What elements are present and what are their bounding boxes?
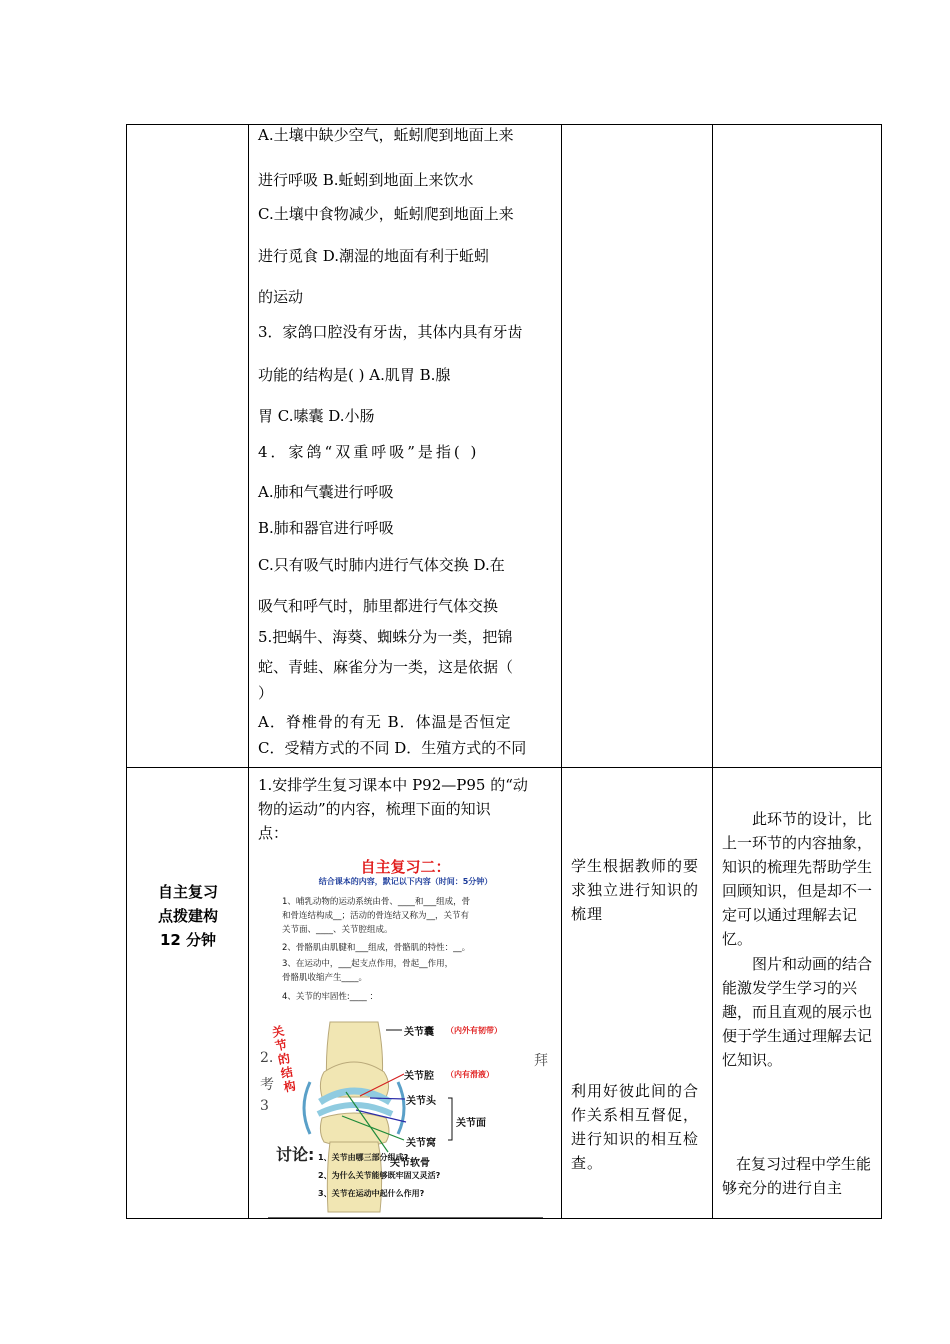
q4-option-a: A.肺和气囊进行呼吸 — [258, 483, 394, 501]
student-activity-2: 利用好彼此间的合作关系相互督促，进行知识的相互检查。 — [571, 1082, 700, 1172]
label-joint-cavity-note: （内有滑液） — [446, 1070, 494, 1079]
q4-stem: 4．家鸽“双重呼吸”是指( ) — [258, 443, 480, 461]
teacher-activity-line3: 点： — [258, 824, 289, 842]
q5-stem-end: ） — [258, 684, 274, 702]
teacher-activity-line2: 物的运动”的内容，梳理下面的知识 — [258, 800, 491, 818]
q5-stem-cont: 蛇、青蛙、麻雀分为一类，这是依据（ — [258, 658, 514, 676]
slide-bottom-border — [268, 1217, 543, 1218]
q2-option-c: C.土壤中食物减少，蚯蚓爬到地面上来 — [258, 205, 514, 223]
q2-option-c-cont: 进行觅食 D.潮湿的地面有利于蚯蚓 — [258, 247, 490, 265]
section-title — [128, 880, 248, 952]
table-col-divider-2 — [561, 124, 562, 1219]
table-row-divider — [126, 767, 882, 768]
q2-option-a-cont: 进行呼吸 B.蚯蚓到地面上来饮水 — [258, 171, 474, 189]
label-joint-cavity: 关节腔 — [404, 1071, 434, 1082]
discussion-question-1: 1、关节由哪三部分组成? — [318, 1153, 409, 1162]
table-col-divider-1 — [248, 124, 249, 1219]
slide-fragment-left-2: 考 — [260, 1077, 274, 1093]
label-joint-capsule-note: （内外有韧带） — [446, 1026, 502, 1035]
design-rationale-1: 此环节的设计，比上一环节的内容抽象，知识的梳理先帮助学生回顾知识，但是却不一定可以通过理解去记忆。 — [722, 810, 873, 948]
section-title-line2: 点拨建构 — [157, 907, 218, 925]
q3-options: 功能的结构是( ) A.肌胃 B.腺 — [258, 366, 451, 384]
section-title-line1: 自主复习 — [157, 883, 218, 901]
q3-stem: 3．家鸽口腔没有牙齿，其体内具有牙齿 — [258, 323, 523, 341]
q2-option-d-cont: 的运动 — [258, 288, 304, 306]
design-rationale-2: 图片和动画的结合能激发学生学习的兴趣，而且直观的展示也便于学生通过理解去记忆知识。 — [722, 955, 873, 1069]
slide-item-4: 4、关节的牢固性:____ ： — [282, 992, 378, 1002]
student-activity-1: 学生根据教师的要求独立进行知识的梳理 — [571, 857, 700, 923]
label-joint-head: 关节头 — [406, 1096, 436, 1107]
slide-title: 自主复习二： — [360, 858, 451, 876]
q5-stem: 5.把蜗牛、海葵、蜘蛛分为一类，把锦 — [258, 628, 513, 646]
q4-option-d: 吸气和呼气时，肺里都进行气体交换 — [258, 597, 499, 615]
slide-subtitle: 结合课本的内容，默记以下内容（时间：5分钟） — [318, 877, 493, 886]
design-rationale-3: 在复习过程中学生能够充分的进行自主 — [722, 1155, 872, 1197]
q5-options-ab: A．脊椎骨的有无 B．体温是否恒定 — [258, 713, 512, 731]
label-joint-surface: 关节面 — [456, 1118, 486, 1129]
discussion-question-3: 3、关节在运动中起什么作用? — [318, 1189, 425, 1198]
q4-option-b: B.肺和器官进行呼吸 — [258, 519, 394, 537]
slide-item-3-cont: 骨骼肌收缩产生____。 — [282, 973, 368, 983]
table-col-divider-3 — [712, 124, 713, 1219]
slide-fragment-left-3: 3 — [260, 1098, 269, 1114]
slide-item-2: 2、骨骼肌由肌腱和___组成，骨骼肌的特性：__。 — [282, 943, 471, 953]
q5-options-cd: C．受精方式的不同 D．生殖方式的不同 — [258, 739, 527, 757]
label-joint-socket: 关节窝 — [406, 1138, 436, 1149]
slide-item-1-end: 关节面、____、关节腔组成。 — [282, 925, 393, 935]
discussion-label: 讨论: — [276, 1145, 315, 1164]
q3-options-cont: 胃 C.嗉囊 D.小肠 — [258, 407, 375, 425]
q2-option-a: A.土壤中缺少空气，蚯蚓爬到地面上来 — [258, 126, 514, 144]
slide-fragment-right-1: 拜 — [534, 1053, 548, 1069]
label-joint-cartilage: 关节软骨 — [390, 1158, 430, 1169]
slide-item-1: 1、哺乳动物的运动系统由骨、____和___组成，骨 — [282, 897, 471, 907]
q4-option-c: C.只有吸气时肺内进行气体交换 D.在 — [258, 556, 505, 574]
joint-structure-vertical-label: 关节的结构 — [270, 1023, 298, 1095]
label-joint-capsule: 关节囊 — [404, 1027, 434, 1038]
slide-item-1-cont: 和骨连结构成__；活动的骨连结又称为__，关节有 — [282, 911, 470, 921]
teacher-activity-line1: 1.安排学生复习课本中 P92—P95 的“动 — [258, 776, 528, 794]
slide-fragment-left-1: 2. — [260, 1050, 274, 1066]
review-slide-image — [260, 852, 548, 1217]
discussion-question-2: 2、为什么关节能够既牢固又灵活? — [318, 1171, 441, 1180]
section-duration: 12 分钟 — [159, 931, 217, 949]
slide-item-3: 3、在运动中，___起支点作用，骨起__作用， — [282, 959, 454, 969]
